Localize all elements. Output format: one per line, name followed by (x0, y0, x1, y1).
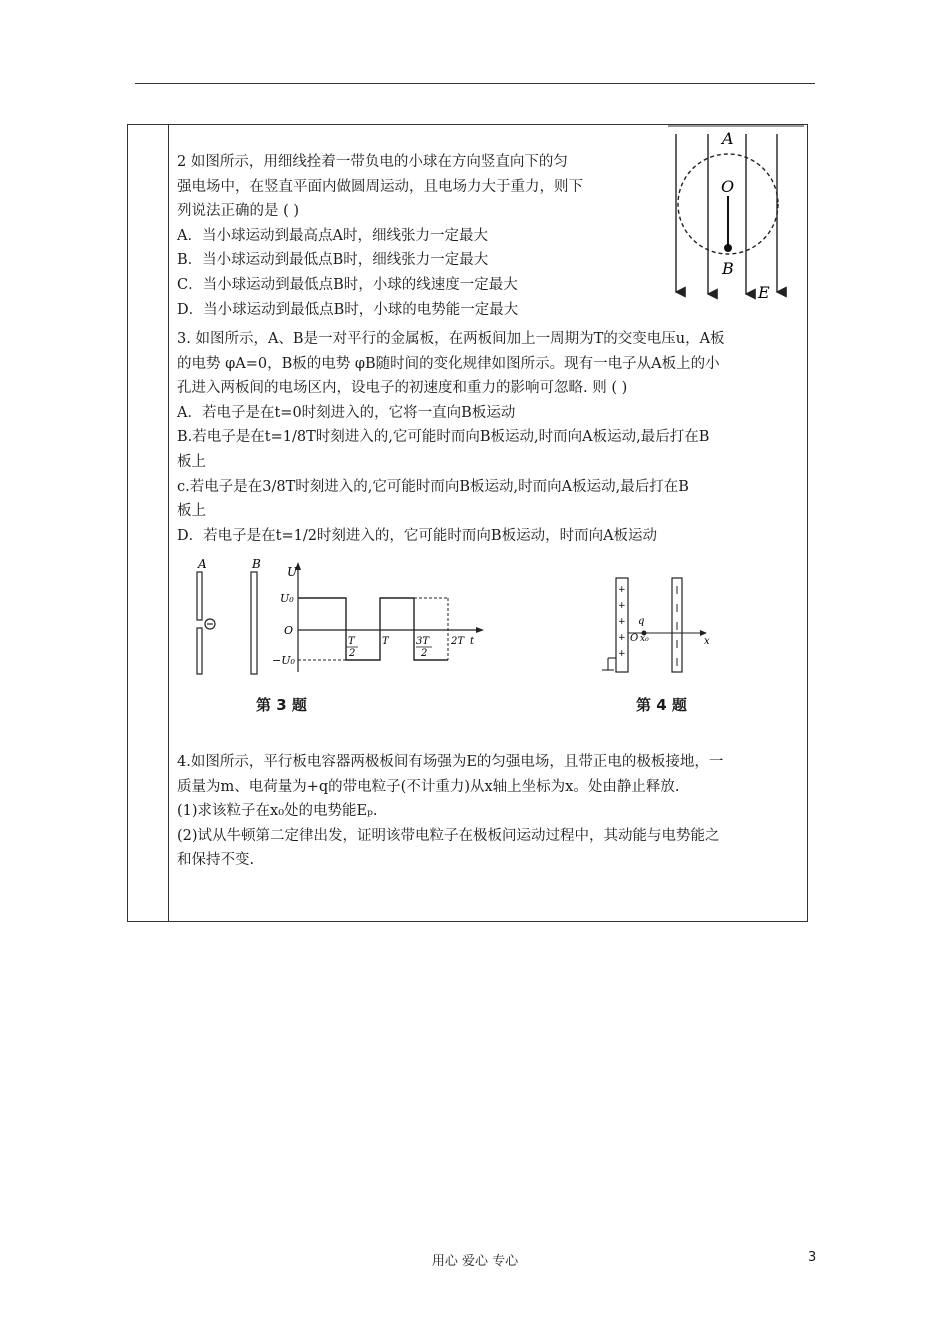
q3-option-b-cont: 板上 (177, 453, 206, 470)
q3-option-c-cont: 板上 (177, 503, 206, 520)
q3-option-c: c.若电子是在3/8T时刻进入的,它可能时而向B板运动,时而向A板运动,最后打在B (177, 478, 689, 495)
svg-text:+: + (618, 649, 626, 659)
q3-axis-u: U (287, 565, 298, 579)
q2-line: 2 如图所示，用细线拴着一带负电的小球在方向竖直向下的匀 (177, 154, 568, 170)
q2-line: 列说法正确的是 ( ) (177, 203, 300, 220)
header-rule (135, 83, 815, 84)
question-3 (177, 327, 725, 548)
q3-option-a: A．若电子是在t=0时刻进入的，它将一直向B板运动 (177, 404, 516, 421)
question-2 (177, 150, 583, 322)
q4-origin-label: O (630, 633, 639, 644)
q3-neg-u0: −U₀ (272, 654, 295, 667)
q3-tick-2t: 2T (451, 636, 465, 647)
q2-option-c: C．当小球运动到最低点B时，小球的线速度一定最大 (177, 276, 518, 293)
q2-label-b: B (722, 259, 734, 278)
q2-label-a: A (722, 129, 734, 148)
q3-plate-b-label: B (252, 557, 261, 571)
q3-axis-t: t (470, 636, 475, 647)
svg-text:+: + (618, 617, 626, 627)
q4-caption: 第 4 题 (636, 696, 687, 714)
q3-option-d: D．若电子是在t=1/2时刻进入的，它可能时而向B板运动，时而向A板运动 (177, 527, 658, 544)
q4-sub-question-2-cont: 和保持不变. (177, 852, 255, 869)
q3-figure (190, 552, 490, 682)
q3-origin: O (284, 624, 294, 637)
q3-line: 孔进入两板间的电场区内，设电子的初速度和重力的影响可忽略. 则 ( ) (177, 380, 628, 397)
table-column-divider (168, 124, 169, 922)
page-number: 3 (808, 1250, 817, 1265)
q4-charge-label: q (638, 616, 645, 627)
q4-sub-question-1: (1)求该粒子在x₀处的电势能Eₚ. (177, 803, 378, 820)
svg-text:+: + (618, 633, 626, 643)
q4-line: 4.如图所示，平行板电容器两极板间有场强为E的匀强电场，且带正电的极板接地，一 (177, 754, 724, 770)
q3-option-b: B.若电子是在t=1/8T时刻进入的,它可能时而向B板运动,时而向A板运动,最后打在B (177, 429, 710, 446)
q2-line: 强电场中，在竖直平面内做圆周运动，且电场力大于重力，则下 (177, 178, 583, 195)
footer-slogan: 用心 爱心 专心 (431, 1254, 519, 1269)
q4-axis-x: x (704, 636, 710, 647)
q3-tick-t-half-den: 2 (349, 648, 356, 659)
q3-plate-a-label: A (198, 557, 207, 571)
q3-tick-3t-half-num: 3T (416, 636, 430, 647)
q2-label-o: O (721, 177, 735, 196)
q4-sub-question-2: (2)试从牛顿第二定律出发，证明该带电粒子在极板问运动过程中，其动能与电势能之 (177, 827, 720, 844)
q3-line: 的电势 φA=0，B板的电势 φB随时间的变化规律如图所示。现有一电子从A板上的小 (177, 355, 720, 372)
q3-line: 3. 如图所示，A、B是一对平行的金属板，在两板间加上一周期为T的交变电压u，A板 (177, 331, 725, 347)
question-4 (177, 750, 723, 873)
q3-tick-3t-half-den: 2 (421, 648, 428, 659)
q4-capacitor-figure (600, 574, 720, 678)
svg-text:+: + (618, 601, 626, 611)
q3-u0: U₀ (280, 592, 294, 605)
q2-option-b: B．当小球运动到最低点B时，细线张力一定最大 (177, 252, 489, 269)
q4-x0-label: x₀ (640, 634, 649, 644)
q2-field-figure (664, 124, 808, 310)
q2-option-d: D．当小球运动到最低点B时，小球的电势能一定最大 (177, 301, 519, 318)
q2-label-e: E (758, 283, 770, 302)
q2-option-a: A．当小球运动到最高点A时，细线张力一定最大 (177, 227, 488, 244)
q3-caption: 第 3 题 (256, 696, 307, 714)
q3-tick-t: T (382, 636, 389, 647)
q3-tick-t-half-num: T (348, 636, 355, 647)
svg-text:+: + (618, 585, 626, 595)
q4-line: 质量为m、电荷量为+q的带电粒子(不计重力)从x轴上坐标为x。处由静止释放. (177, 778, 680, 795)
